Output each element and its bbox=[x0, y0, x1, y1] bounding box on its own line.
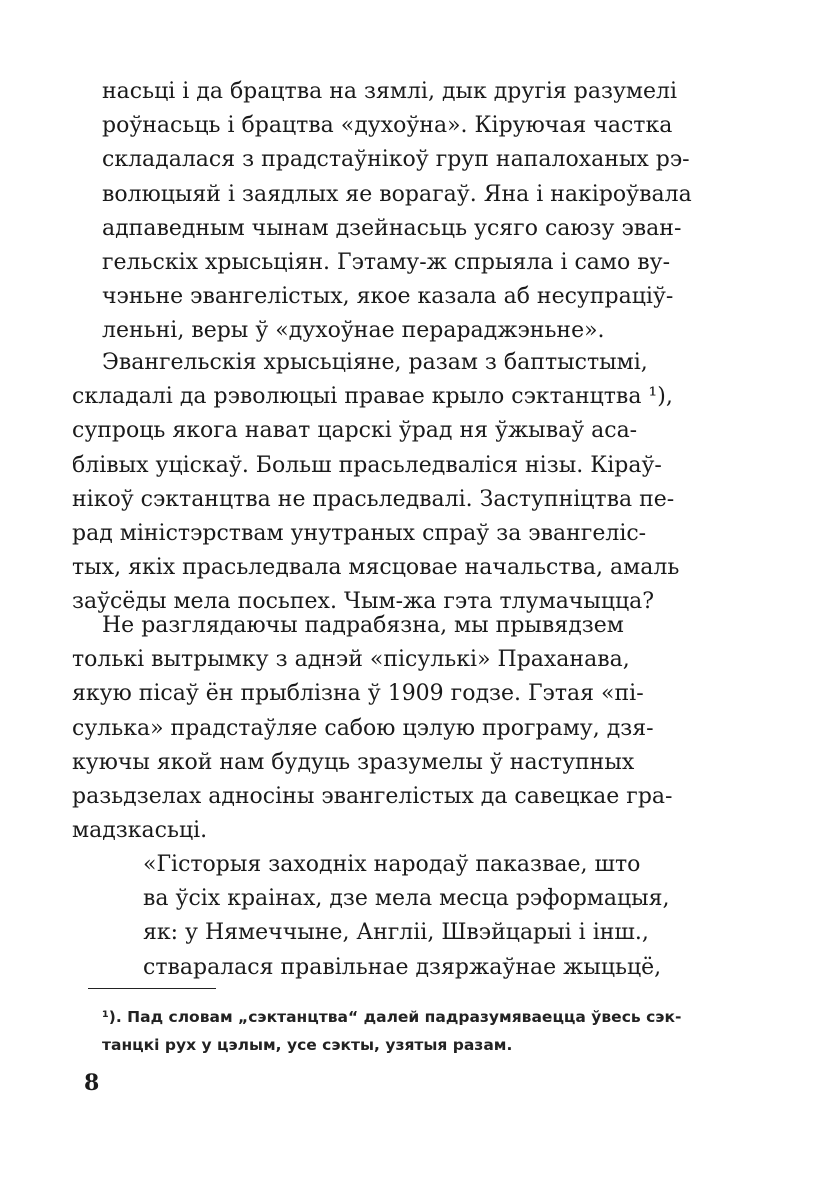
text-line: супроць якога нават царскі ўрад ня ўжываў аса- bbox=[72, 418, 638, 444]
text-line: роўнасьць і брацтва «духоўна». Кіруючая частка bbox=[102, 113, 673, 139]
text-line: адпаведным чынам дзейнасьць усяго саюзу эван- bbox=[102, 215, 682, 241]
text-line: якую пісаў ён прыблізна ў 1909 годзе. Гэтая «пі- bbox=[72, 681, 644, 707]
footnote-divider bbox=[88, 988, 216, 989]
text-line: тых, якіх прасьледвала мясцовае начальства, амаль bbox=[72, 555, 680, 581]
text-line: як: у Нямеччыне, Англіі, Швэйцарыі і інш., bbox=[143, 920, 649, 946]
text-line: мадзкасьці. bbox=[72, 818, 208, 844]
page-number: 8 bbox=[84, 1070, 100, 1096]
text-line: разьдзелах адносіны эвангелістых да савецкае гра- bbox=[72, 784, 673, 810]
text-line: ва ўсіх краінах, дзе мела месца рэформацыя, bbox=[143, 886, 670, 912]
footnote-line: танцкі рух у цэлым, усе сэкты, узятыя разам. bbox=[102, 1036, 513, 1054]
text-line: нікоў сэктанцтва не прасьледвалі. Заступніцтва пе- bbox=[72, 486, 675, 512]
text-line: складалі да рэволюцыі правае крыло сэктанцтва ¹), bbox=[72, 384, 673, 410]
text-line: толькі вытрымку з аднэй «пісулькі» Праханава, bbox=[72, 647, 630, 673]
text-line: гельскіх хрысьціян. Гэтаму-ж спрыяла і само ву- bbox=[102, 250, 671, 276]
text-line: рад міністэрствам унутраных спраў за эвангеліс- bbox=[72, 521, 647, 547]
text-line: сулька» прадстаўляе сабою цэлую програму, дзя- bbox=[72, 715, 654, 741]
text-line: заўсёды мела посьпех. Чым-жа гэта тлумачыцца? bbox=[72, 589, 655, 615]
text-line: Эвангельскія хрысьціяне, разам з баптыстымі, bbox=[102, 350, 648, 375]
text-line: насьці і да брацтва на зямлі, дык другія разумелі bbox=[102, 79, 678, 104]
text-line: чэньне эвангелістых, якое казала аб несупраціў- bbox=[102, 284, 674, 310]
text-line: леньні, веры ў «духоўнае перараджэньне». bbox=[102, 318, 605, 344]
text-line: блівых уціскаў. Больш прасьледваліся нізы. Кіраў- bbox=[72, 452, 662, 478]
paragraph-2 bbox=[72, 346, 728, 620]
footnote bbox=[102, 1003, 732, 1059]
text-line: складалася з прадстаўнікоў груп напалоханых рэ- bbox=[102, 147, 690, 173]
text-line: стваралася правільнае дзяржаўнае жыцьцё, bbox=[143, 954, 662, 980]
paragraph-3 bbox=[72, 609, 728, 848]
text-line: «Гісторыя заходніх народаў паказвае, што bbox=[143, 852, 641, 877]
footnote-line: ¹). Пад словам „сэктанцтва“ далей падразумяваецца ўвесь сэк- bbox=[102, 1008, 682, 1026]
paragraph-1 bbox=[102, 75, 728, 349]
text-line: куючы якой нам будуць зразумелы ў наступных bbox=[72, 749, 635, 775]
text-line: волюцыяй і заядлых яе ворагаў. Яна і накіроўвала bbox=[102, 181, 692, 207]
text-line: Не разглядаючы падрабязна, мы прывядзем bbox=[102, 613, 624, 638]
quotation-block bbox=[143, 848, 728, 985]
